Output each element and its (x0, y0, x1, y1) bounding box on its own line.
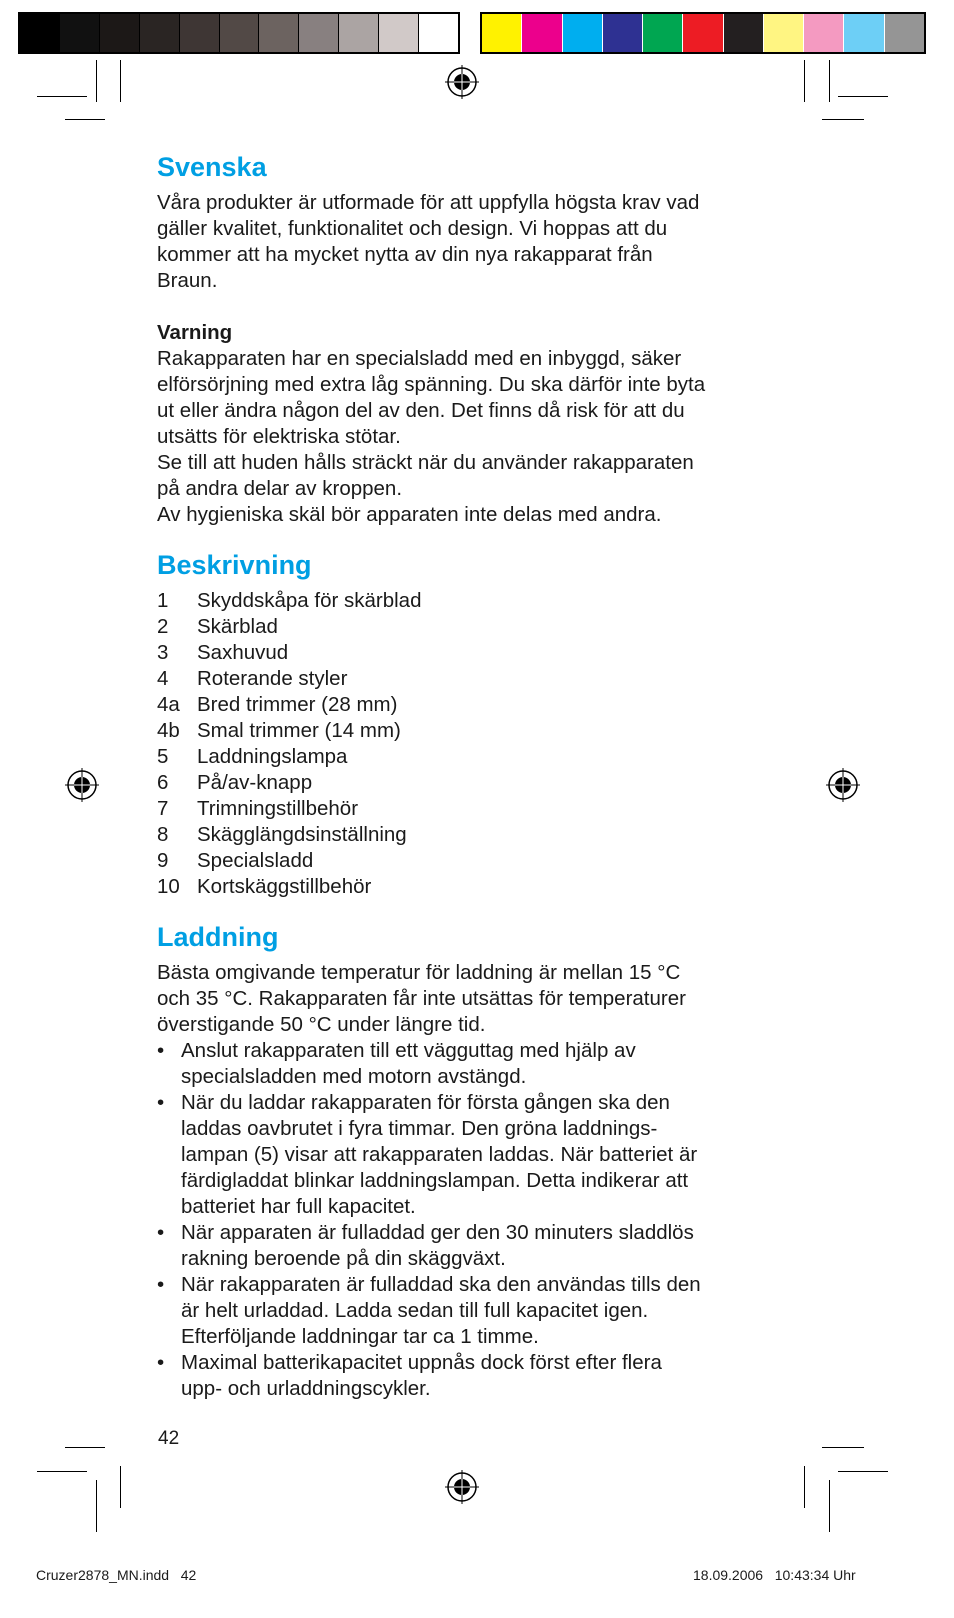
item-label: Saxhuvud (197, 641, 289, 664)
text-line: ut eller ändra någon del av den. Det finns då risk för att du (157, 399, 685, 422)
text-line: är helt urladdad. Ladda sedan till full kapacitet igen. (181, 1299, 649, 1322)
text-line: Våra produkter är utformade för att uppfylla högsta krav vad (157, 191, 700, 214)
crop-mark (96, 60, 97, 102)
item-label: Specialsladd (197, 849, 314, 872)
text-line: När apparaten är fulladdad ger den 30 minuters sladdlös (181, 1221, 694, 1244)
list-item (157, 770, 797, 796)
charging-bullets (157, 1038, 797, 1402)
list-item (157, 692, 797, 718)
crop-mark (838, 96, 888, 97)
heading-svenska: Svenska (157, 152, 267, 182)
list-item (157, 1220, 797, 1272)
text-line: Maximal batterikapacitet uppnås dock först efter flera (181, 1351, 662, 1374)
intro-paragraph (157, 190, 797, 294)
text-line: färdigladdat blinkar laddningslampan. Detta indikerar att (181, 1169, 689, 1192)
bullet-icon: • (157, 1221, 165, 1244)
color-swatch (259, 14, 299, 52)
color-swatch (683, 14, 723, 52)
footer-filename: Cruzer2878_MN.indd 42 (36, 1567, 197, 1583)
list-item (157, 718, 797, 744)
color-swatch (643, 14, 683, 52)
crop-mark (120, 1466, 121, 1508)
item-label: Roterande styler (197, 667, 348, 690)
text-line: laddas oavbrutet i fyra timmar. Den gröna laddnings- (181, 1117, 658, 1140)
list-item (157, 588, 797, 614)
item-label: Skärblad (197, 615, 278, 638)
text-line: Anslut rakapparaten till ett vägguttag med hjälp av (181, 1039, 636, 1062)
bullet-icon: • (157, 1273, 165, 1296)
color-swatch (844, 14, 884, 52)
list-item (157, 1272, 797, 1350)
crop-mark (804, 60, 805, 102)
item-label: Smal trimmer (14 mm) (197, 719, 401, 742)
process-color-bar (480, 12, 926, 54)
item-number: 4a (157, 693, 180, 716)
text-line: elförsörjning med extra låg spänning. Du ska därför inte byta (157, 373, 706, 396)
color-swatch (419, 14, 458, 52)
registration-mark-icon (445, 65, 479, 99)
item-label: Skyddskåpa för skärblad (197, 589, 422, 612)
text-line: och 35 °C. Rakapparaten får inte utsättas för temperaturer (157, 987, 686, 1010)
warning-paragraph (157, 346, 797, 528)
bullet-text (181, 1090, 697, 1220)
item-number: 10 (157, 875, 180, 898)
list-item (157, 614, 797, 640)
charging-intro (157, 960, 797, 1038)
item-number: 9 (157, 849, 169, 872)
color-swatch (100, 14, 140, 52)
item-number: 5 (157, 745, 169, 768)
item-label: Kortskäggstillbehör (197, 875, 372, 898)
text-line: upp- och urladdningscykler. (181, 1377, 431, 1400)
item-number: 1 (157, 589, 169, 612)
crop-mark (804, 1466, 805, 1508)
registration-mark-icon (65, 768, 99, 802)
bullet-text (181, 1350, 662, 1402)
crop-mark (822, 1447, 864, 1448)
color-swatch (603, 14, 643, 52)
crop-mark (829, 1480, 830, 1532)
item-number: 4 (157, 667, 169, 690)
list-item (157, 1090, 797, 1220)
crop-mark (838, 1471, 888, 1472)
crop-mark (65, 119, 105, 120)
color-swatch (220, 14, 260, 52)
list-item (157, 848, 797, 874)
color-swatch (482, 14, 522, 52)
page-content (157, 150, 797, 1402)
item-number: 4b (157, 719, 180, 742)
text-line: När du laddar rakapparaten för första gången ska den (181, 1091, 670, 1114)
bullet-icon: • (157, 1091, 165, 1114)
color-swatch (804, 14, 844, 52)
crop-mark (822, 119, 864, 120)
list-item (157, 1038, 797, 1090)
color-swatch (764, 14, 804, 52)
text-line: batteriet har full kapacitet. (181, 1195, 416, 1218)
text-line: Braun. (157, 269, 218, 292)
item-number: 7 (157, 797, 169, 820)
color-swatch (60, 14, 100, 52)
crop-mark (829, 60, 830, 102)
text-line: När rakapparaten är fulladdad ska den användas tills den (181, 1273, 701, 1296)
color-swatch (339, 14, 379, 52)
text-line: rakning beroende på din skäggväxt. (181, 1247, 506, 1270)
color-swatch (379, 14, 419, 52)
item-label: På/av-knapp (197, 771, 313, 794)
text-line: kommer att ha mycket nytta av din nya rakapparat från (157, 243, 653, 266)
registration-mark-icon (826, 768, 860, 802)
text-line: Av hygieniska skäl bör apparaten inte delas med andra. (157, 503, 662, 526)
list-item (157, 640, 797, 666)
warning-heading: Varning (157, 321, 233, 344)
list-item (157, 744, 797, 770)
bullet-text (181, 1272, 701, 1350)
item-number: 3 (157, 641, 169, 664)
crop-mark (65, 1447, 105, 1448)
list-item (157, 874, 797, 900)
footer-timestamp: 18.09.2006 10:43:34 Uhr (693, 1567, 856, 1583)
page-number: 42 (158, 1428, 180, 1449)
registration-mark-icon (445, 1470, 479, 1504)
list-item (157, 1350, 797, 1402)
text-line: gäller kvalitet, funktionalitet och design. Vi hoppas att du (157, 217, 668, 240)
crop-mark (120, 60, 121, 102)
color-swatch (724, 14, 764, 52)
item-number: 6 (157, 771, 169, 794)
color-swatch (20, 14, 60, 52)
text-line: Efterföljande laddningar tar ca 1 timme. (181, 1325, 539, 1348)
parts-list (157, 588, 797, 900)
text-line: utsätts för elektriska stötar. (157, 425, 401, 448)
list-item (157, 796, 797, 822)
crop-mark (37, 1471, 87, 1472)
bullet-icon: • (157, 1039, 165, 1062)
text-line: överstigande 50 °C under längre tid. (157, 1013, 486, 1036)
text-line: Bästa omgivande temperatur för laddning är mellan 15 °C (157, 961, 681, 984)
color-swatch (299, 14, 339, 52)
bullet-text (181, 1220, 694, 1272)
crop-mark (37, 96, 87, 97)
color-swatch (885, 14, 924, 52)
text-line: specialsladden med motorn avstängd. (181, 1065, 527, 1088)
text-line: på andra delar av kroppen. (157, 477, 403, 500)
bullet-text (181, 1038, 636, 1090)
list-item (157, 666, 797, 692)
bullet-icon: • (157, 1351, 165, 1374)
item-number: 2 (157, 615, 169, 638)
text-line: Se till att huden hålls sträckt när du använder rakapparaten (157, 451, 694, 474)
grayscale-color-bar (18, 12, 460, 54)
item-label: Skägglängdsinställning (197, 823, 407, 846)
color-swatch (180, 14, 220, 52)
heading-beskrivning: Beskrivning (157, 550, 312, 580)
color-swatch (140, 14, 180, 52)
item-label: Bred trimmer (28 mm) (197, 693, 398, 716)
heading-laddning: Laddning (157, 922, 279, 952)
item-number: 8 (157, 823, 169, 846)
color-swatch (522, 14, 562, 52)
color-swatch (563, 14, 603, 52)
item-label: Laddningslampa (197, 745, 348, 768)
text-line: lampan (5) visar att rakapparaten laddas. När batteriet är (181, 1143, 698, 1166)
list-item (157, 822, 797, 848)
crop-mark (96, 1480, 97, 1532)
text-line: Rakapparaten har en specialsladd med en inbyggd, säker (157, 347, 682, 370)
item-label: Trimningstillbehör (197, 797, 359, 820)
